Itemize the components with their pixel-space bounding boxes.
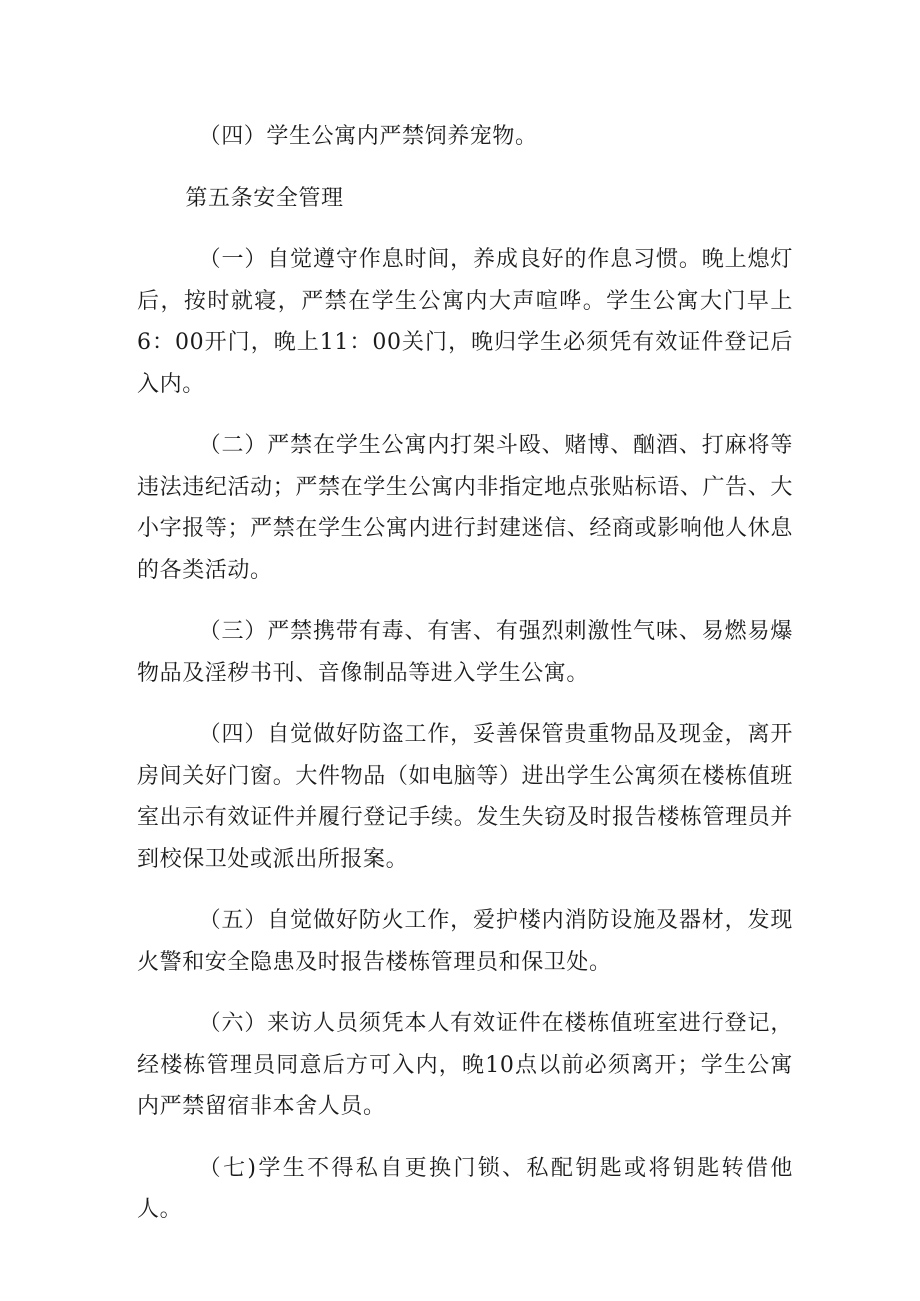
document-body [137,116,793,1251]
paragraph-theft-prevention: （四）自觉做好防盗工作，妥善保管贵重物品及现金，离开房间关好门窗。大件物品（如电脑等）进出学生公寓须在楼栋值班室出示有效证件并履行登记手续。发生失窃及时报告楼栋管理员并到校保卫处或派出所报案。 [137,722,793,872]
paragraph-hazardous-items: （三）严禁携带有毒、有害、有强烈刺激性气味、易燃易爆物品及淫秽书刊、音像制品等进入学生公寓。 [137,619,793,686]
paragraph-fire-prevention: （五）自觉做好防火工作，爱护楼内消防设施及器材，发现火警和安全隐患及时报告楼栋管理员和保卫处。 [137,908,793,975]
paragraph-locks-keys: （七)学生不得私自更换门锁、私配钥匙或将钥匙转借他人。 [137,1155,793,1222]
paragraph-pets-ban: （四）学生公寓内严禁饲养宠物。 [198,124,538,149]
section-heading-safety: 第五条安全管理 [185,185,344,211]
paragraph-schedule: （一）自觉遵守作息时间，养成良好的作息习惯。晚上熄灯后，按时就寝，严禁在学生公寓内大声喧哗。学生公寓大门早上6：00开门，晚上11：00关门，晚归学生必须凭有效证件登记后入内。 [137,247,793,397]
paragraph-prohibited-activities: （二）严禁在学生公寓内打架斗殴、赌博、酗酒、打麻将等违法违纪活动；严禁在学生公寓内非指定地点张贴标语、广告、大小字报等；严禁在学生公寓内进行封建迷信、经商或影响他人休息的各类活动。 [137,433,793,583]
paragraph-visitors: （六）来访人员须凭本人有效证件在楼栋值班室进行登记，经楼栋管理员同意后方可入内，晚10点以前必须离开；学生公寓内严禁留宿非本舍人员。 [137,1011,793,1119]
